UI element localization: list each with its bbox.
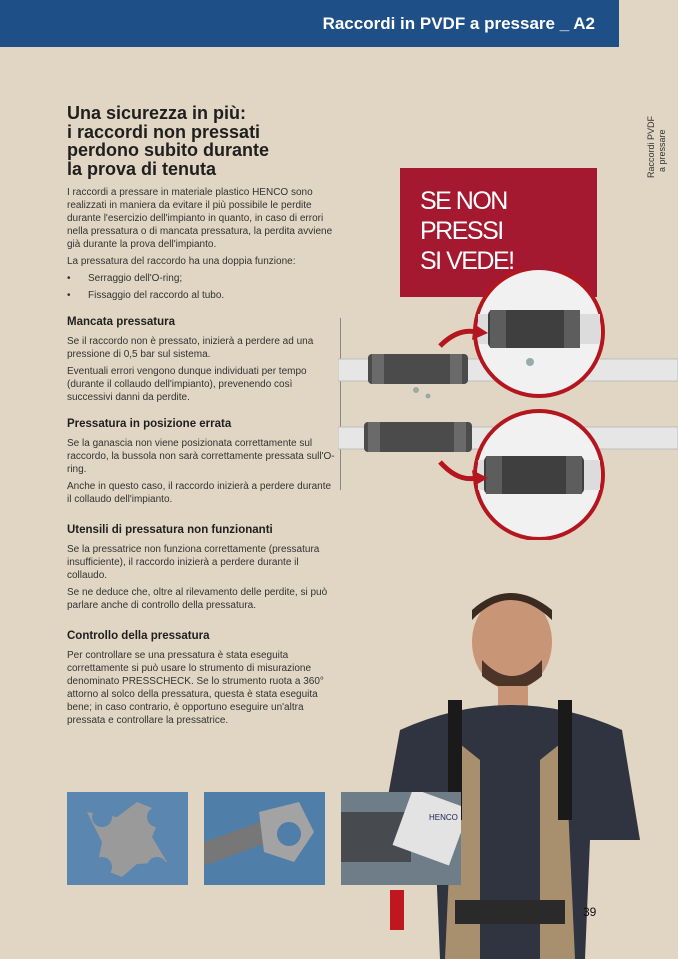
section-paragraph: Se ne deduce che, oltre al rilevamento delle perdite, si può parlare anche di controllo della pressatura. xyxy=(67,587,328,611)
side-label-line1: Raccordi PVDF xyxy=(646,115,656,178)
presscheck-in-use-photo xyxy=(204,792,325,885)
title-line: Una sicurezza in più: xyxy=(67,103,247,123)
section-utensili xyxy=(67,524,337,616)
side-section-label xyxy=(640,108,672,188)
section-paragraph: Se la pressatrice non funziona correttamente (pressatura insufficiente), il raccordo inizierà a perdere durante il collaudo. xyxy=(67,544,320,581)
section-paragraph: Per controllare se una pressatura è stata eseguita correttamente si può usare lo strumento di misurazione denominato PRESSCHECK. Se lo strumento ruota a 360° attorno al solco della pressatura, questa è stata eseguita bene; in caso contrario, è opportuno eseguire un'altra pressata e controllare la pressatrice. xyxy=(67,650,324,726)
section-heading: Utensili di pressatura non funzionanti xyxy=(67,524,273,536)
header-title: Raccordi in PVDF a pressare _ A2 xyxy=(322,14,595,33)
title-line: la prova di tenuta xyxy=(67,158,217,179)
section-paragraph: Se il raccordo non è pressato, inizierà a perdere ad una pressione di 0,5 bar sul sistema. xyxy=(67,336,314,360)
section-paragraph: Eventuali errori vengono dunque individuati per tempo (durante il collaudo dell'impianto), prevenendo così successivi danni da perdite. xyxy=(67,366,307,403)
intro-paragraph-2: La pressatura del raccordo ha una doppia funzione: xyxy=(67,256,296,267)
section-heading: Controllo della pressatura xyxy=(67,630,210,642)
section-heading: Pressatura in posizione errata xyxy=(67,418,232,430)
list-item: • Serraggio dell'O-ring; xyxy=(67,272,337,285)
section-paragraph: Se la ganascia non viene posizionata correttamente sul raccordo, la bussola non sarà correttamente pressata sull'O-ring. xyxy=(67,438,335,475)
function-list xyxy=(67,272,337,302)
intro-paragraph: I raccordi a pressare in materiale plastico HENCO sono realizzati in maniera da evitare il più possibile le perdite durante l'esercizio dell'impianto in quanto, in caso di errori nella pressatura o di mancata pressatura, la perdita avviene già durante la prova dell'impianto. xyxy=(67,187,333,250)
warning-text xyxy=(420,186,514,276)
list-item: • Fissaggio del raccordo al tubo. xyxy=(67,289,337,302)
title-line: i raccordi non pressati xyxy=(67,121,261,142)
title-line: perdono subito durante xyxy=(67,140,269,160)
section-controllo xyxy=(67,630,337,731)
section-mancata-pressatura xyxy=(67,316,337,408)
intro-block xyxy=(67,186,337,306)
warning-line: PRESSI xyxy=(420,217,503,245)
presscheck-tool-photo xyxy=(67,792,188,885)
page-header-bar xyxy=(0,0,619,47)
section-pressatura-errata xyxy=(67,418,337,510)
pipe-fitting-illustration xyxy=(338,270,678,540)
warning-line: SI VEDE! xyxy=(420,247,514,275)
page-title xyxy=(67,104,327,178)
section-paragraph: Anche in questo caso, il raccordo inizierà a perdere durante il collaudo dell'impianto. xyxy=(67,481,332,505)
side-label-line2: a pressare xyxy=(657,129,667,172)
warning-line: SE NON xyxy=(420,187,507,215)
henco-label: HENCO xyxy=(429,813,458,822)
fitting-label-photo xyxy=(341,792,461,885)
page-number: 39 xyxy=(583,905,597,919)
worker-photo xyxy=(360,580,650,959)
section-heading: Mancata pressatura xyxy=(67,316,176,328)
